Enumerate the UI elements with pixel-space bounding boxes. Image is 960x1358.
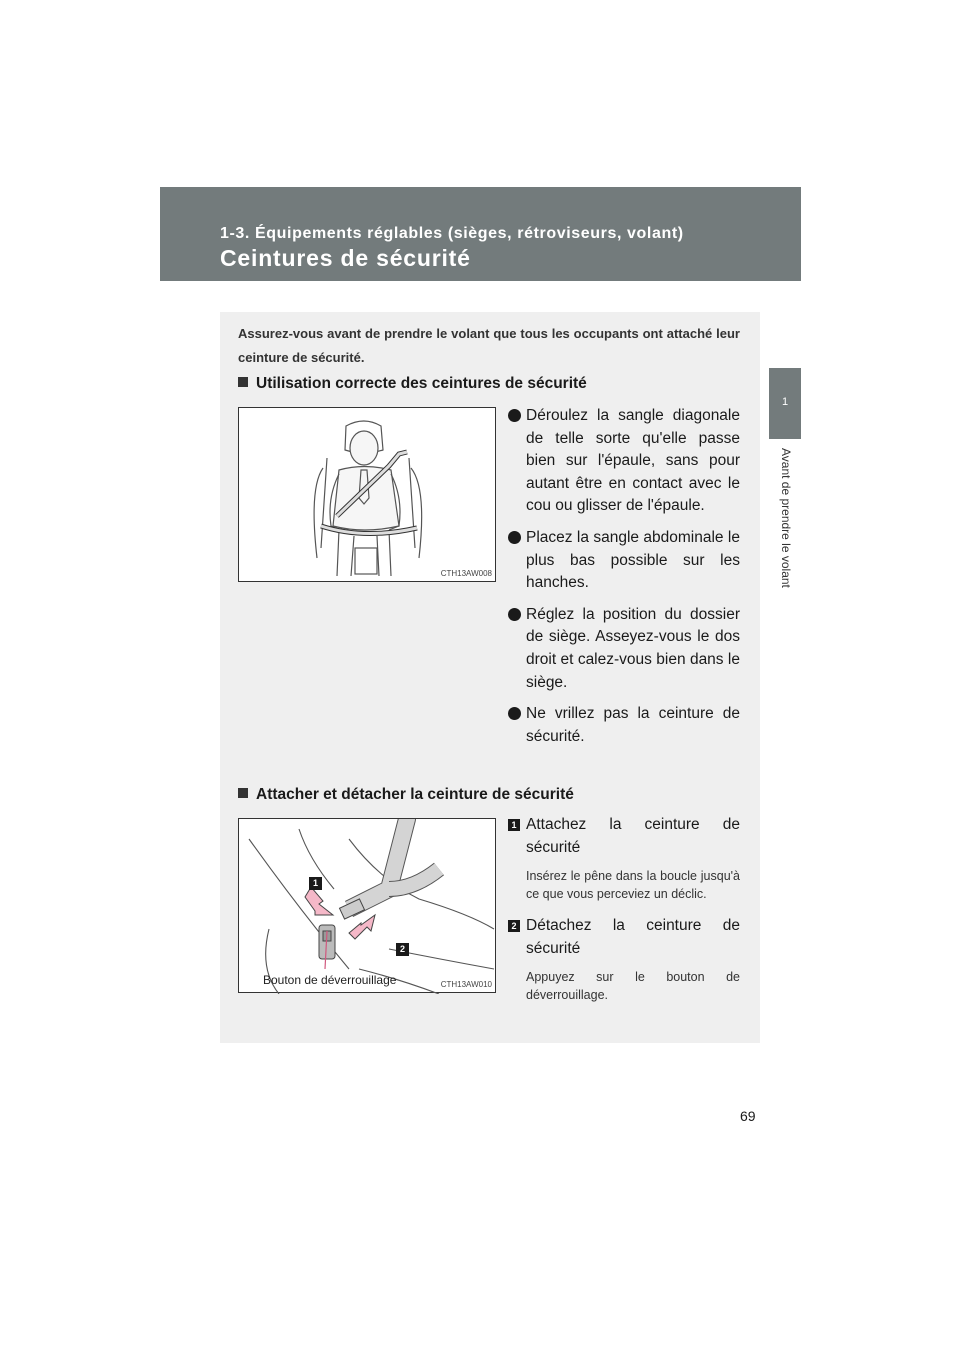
- section-header: [160, 187, 801, 281]
- seatbelt-occupant-illustration: [239, 408, 497, 583]
- list-item: [508, 814, 740, 903]
- usage-bullet-list: [508, 405, 740, 757]
- step-description: Appuyez sur le bouton de déverrouillage.: [526, 970, 740, 1003]
- step-title: Attachez la ceinture de sécurité: [526, 816, 740, 856]
- section-heading-usage: [238, 375, 587, 393]
- figure-marker-1: 1: [312, 878, 318, 888]
- list-item: Déroulez la sangle diagonale de telle sorte qu'elle passe bien sur l'épaule, sans pour autant être en contact avec le cou ou glisser de l'épaule.: [508, 405, 740, 518]
- chapter-label-container: [769, 448, 801, 618]
- figure-buckle: [238, 818, 496, 993]
- fasten-step-list: [508, 814, 740, 1004]
- step-title: Détachez la ceinture de sécurité: [526, 917, 740, 957]
- bullet-dot-icon: [508, 707, 521, 720]
- breadcrumb: 1-3. Équipements réglables (sièges, rétroviseurs, volant): [220, 225, 684, 242]
- bullet-dot-icon: [508, 409, 521, 422]
- list-item: Placez la sangle abdominale le plus bas possible sur les hanches.: [508, 527, 740, 595]
- bullet-dot-icon: [508, 531, 521, 544]
- page-title: Ceintures de sécurité: [220, 245, 471, 271]
- list-item: Ne vrillez pas la ceinture de sécurité.: [508, 703, 740, 748]
- page-number: 69: [740, 1108, 756, 1124]
- chapter-tab: [769, 368, 801, 439]
- figure-code: CTH13AW008: [440, 569, 492, 578]
- chapter-number: 1: [781, 396, 789, 408]
- figure-seated-occupant: [238, 407, 496, 582]
- step-number-badge: 1: [508, 819, 520, 831]
- release-button-label: Bouton de déverrouillage: [263, 973, 397, 987]
- section-heading-fasten-text: Attacher et détacher la ceinture de sécurité: [256, 786, 574, 803]
- figure-marker-2: 2: [399, 944, 405, 954]
- intro-text: Assurez-vous avant de prendre le volant que tous les occupants ont attaché leur ceinture de sécurité.: [238, 326, 740, 365]
- chapter-label: Avant de prendre le volant: [779, 448, 793, 588]
- square-bullet-icon: [238, 377, 248, 387]
- list-item: Réglez la position du dossier de siège. Asseyez-vous le dos droit et calez-vous bien dans le siège.: [508, 604, 740, 694]
- section-heading-usage-text: Utilisation correcte des ceintures de sécurité: [256, 375, 587, 392]
- step-description: Insérez le pêne dans la boucle jusqu'à ce que vous perceviez un déclic.: [526, 869, 740, 902]
- step-number-badge: 2: [508, 920, 520, 932]
- list-item: [508, 915, 740, 1004]
- section-heading-fasten: [238, 786, 574, 804]
- figure-code: CTH13AW010: [440, 980, 492, 989]
- bullet-dot-icon: [508, 608, 521, 621]
- square-bullet-icon: [238, 788, 248, 798]
- buckle-illustration: [239, 819, 497, 994]
